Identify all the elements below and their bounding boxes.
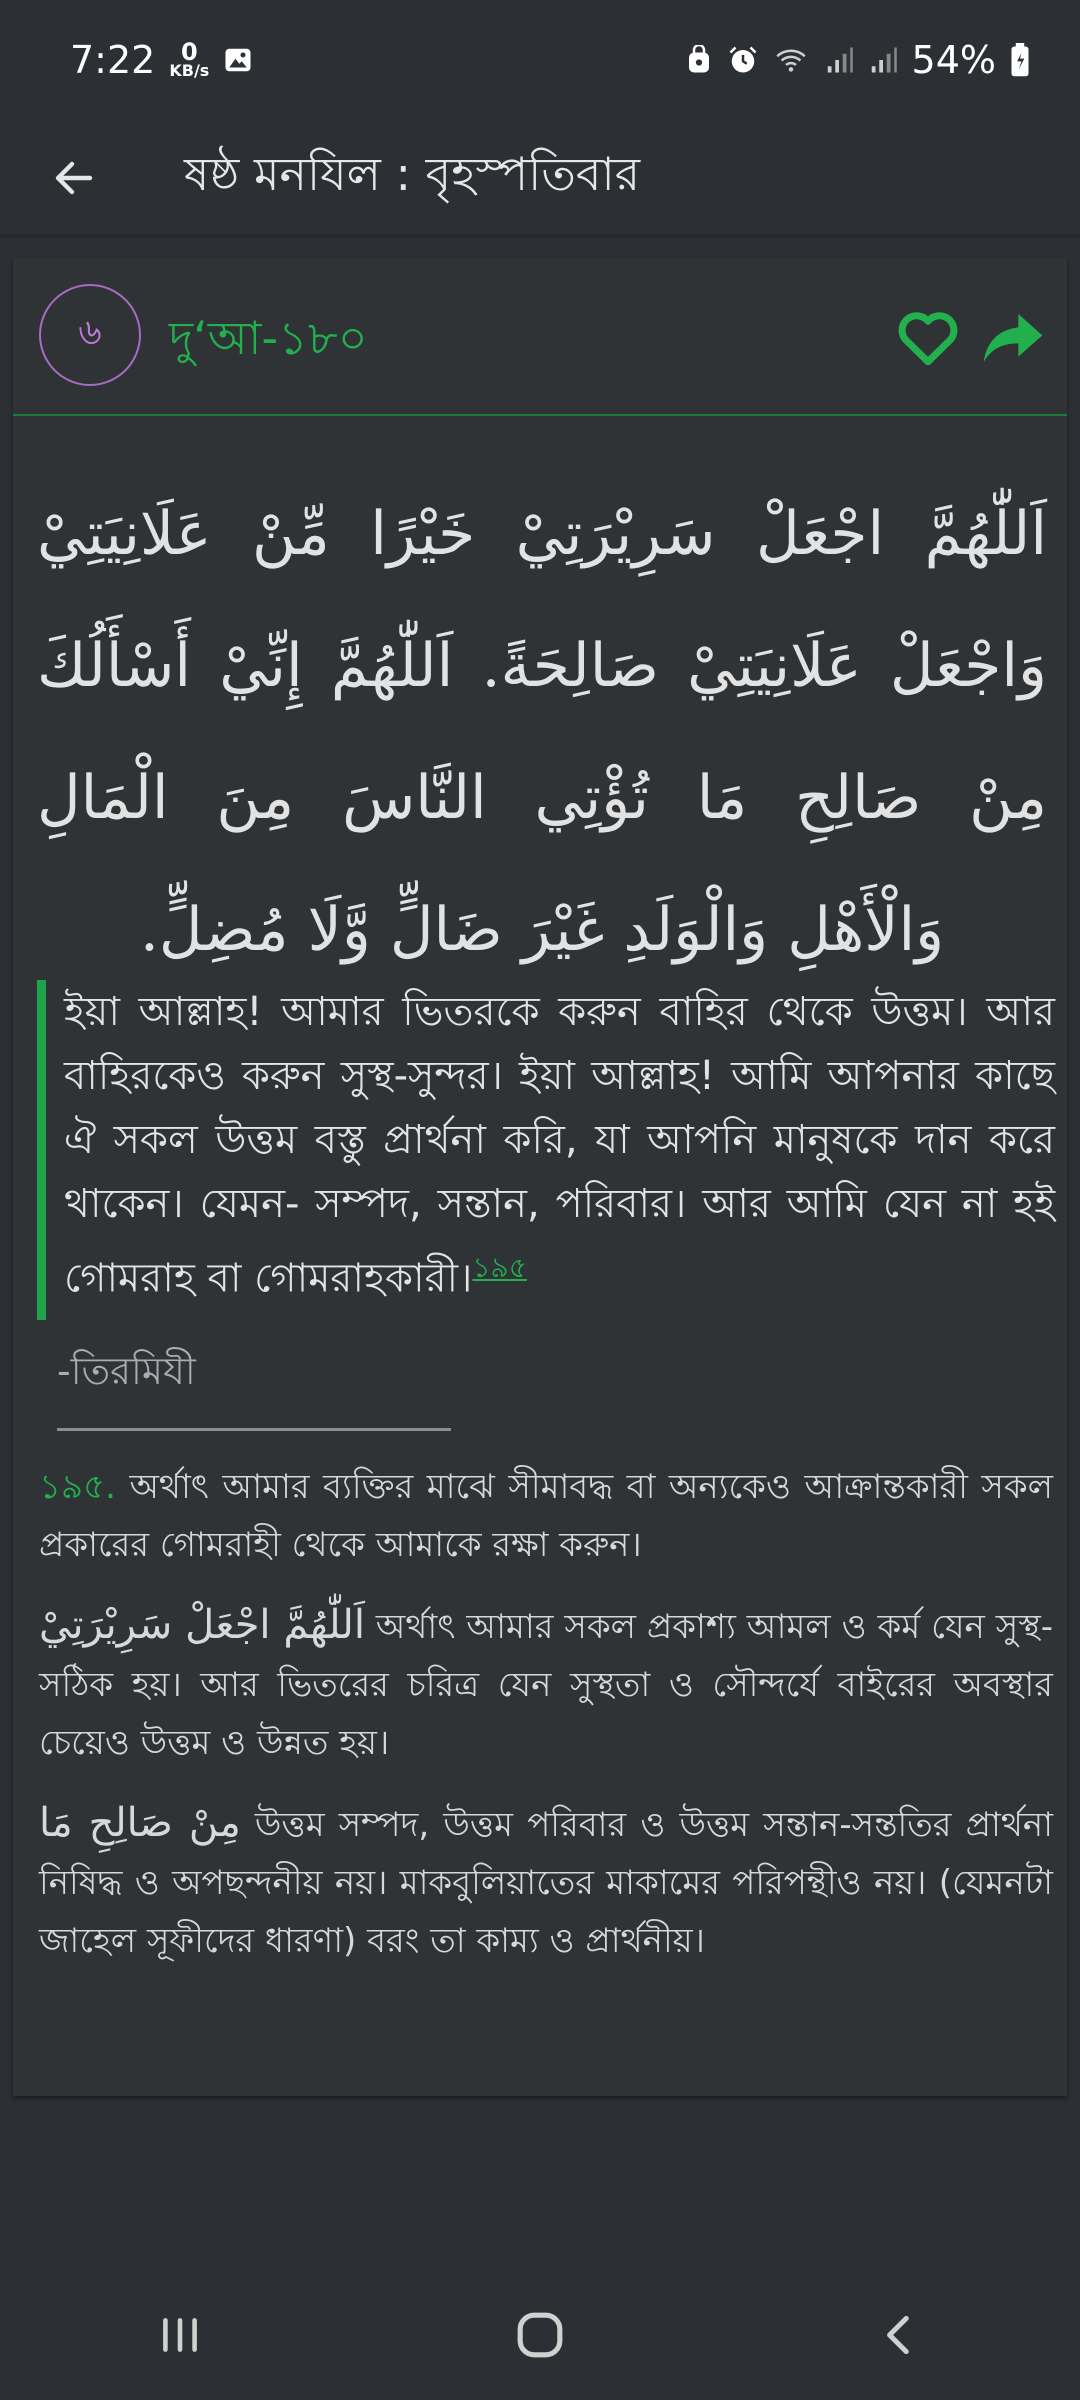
clock: 7:22 — [70, 38, 156, 82]
footnote-text: উত্তম সম্পদ, উত্তম পরিবার ও উত্তম সন্তান-সন্ততির প্রার্থনা নিষিদ্ধ ও অপছন্দনীয় নয়। মাকবুলিয়াতের মাকামের পরিপন্থীও নয়। (যেমনটা জাহেল সূফীদের ধারণা) বরং তা কাম্য ও প্রার্থনীয়। — [39, 1805, 1054, 1961]
recent-apps-button[interactable] — [120, 2295, 240, 2375]
share-button[interactable] — [981, 308, 1045, 368]
app-bar-divider — [0, 234, 1080, 238]
wifi-icon — [772, 45, 810, 75]
manzil-number: ৬ — [78, 312, 102, 353]
status-right — [684, 38, 1030, 82]
network-speed-value: 0 — [180, 38, 198, 66]
back-icon — [875, 2310, 925, 2360]
alarm-icon — [728, 45, 758, 75]
dua-title: দু‘আ-১৮০ — [169, 311, 368, 365]
home-icon — [512, 2307, 568, 2363]
back-button[interactable] — [34, 138, 114, 218]
footnote-arabic-phrase: اَللّٰهُمَّ اجْعَلْ سَرِيْرَتِيْ — [39, 1602, 365, 1648]
battery-percent: 54% — [911, 38, 996, 82]
favorite-button[interactable] — [893, 302, 963, 372]
manzil-number-badge — [39, 284, 141, 386]
footnote-text: অর্থাৎ আমার সকল প্রকাশ্য আমল ও কর্ম যেন সুস্থ-সঠিক হয়। আর ভিতরের চরিত্র যেন সুস্থতা ও সৌন্দর্যে বাইরের অবস্থার চেয়েও উত্তম ও উন্নত হয়। — [39, 1607, 1053, 1763]
footnote-text: অর্থাৎ আমার ব্যক্তির মাঝে সীমাবদ্ধ বা অন্যকেও আক্রান্তকারী সকল প্রকারের গোমরাহী থেকে আমাকে রক্ষা করুন। — [39, 1467, 1053, 1565]
recent-apps-icon — [155, 2310, 205, 2360]
dua-card — [13, 258, 1067, 2096]
footnote-item — [39, 1794, 1053, 1970]
lock-icon — [684, 45, 714, 75]
footnote-divider — [57, 1428, 451, 1431]
network-speed-unit: KB/s — [169, 61, 210, 80]
image-icon — [223, 45, 253, 75]
footnote-item — [39, 1458, 1053, 1574]
status-left — [70, 38, 253, 82]
translation-block — [37, 980, 1055, 1320]
arrow-left-icon — [50, 154, 98, 202]
battery-icon — [1010, 43, 1030, 77]
footnote-arabic-phrase: مِنْ صَالِحِ مَا — [39, 1800, 241, 1846]
translation-text: ইয়া আল্লাহ! আমার ভিতরকে করুন বাহির থেকে উত্তম। আর বাহিরকেও করুন সুস্থ-সুন্দর। ইয়া আল্লাহ! আমি আপনার কাছে ঐ সকল উত্তম বস্তু প্রার্থনা করি, যা আপনি মানুষকে দান করে থাকেন। যেমন- সম্পদ, সন্তান, পরিবার। আর আমি যেন না হই গোমরাহ বা গোমরাহকারী। — [64, 989, 1055, 1302]
footnote-ref-link[interactable]: ১৯৫ — [472, 1251, 527, 1284]
home-button[interactable] — [480, 2295, 600, 2375]
status-bar — [0, 0, 1080, 120]
share-arrow-icon — [981, 308, 1045, 368]
signal-icon — [868, 45, 898, 75]
system-nav-bar — [0, 2270, 1080, 2400]
network-speed — [169, 38, 210, 80]
signal-icon — [824, 45, 854, 75]
arabic-dua-text: اَللّٰهُمَّ اجْعَلْ سَرِيْرَتِيْ خَيْرًا مِّنْ عَلَانِيَتِيْ وَاجْعَلْ عَلَانِيَتِيْ صَالِحَةً. اَللّٰهُمَّ إِنِّيْ أَسْأَلُكَ مِنْ صَالِحِ مَا تُؤْتِي النَّاسَ مِنَ الْمَالِ وَالْأَهْلِ وَالْوَلَدِ غَيْرَ ضَالٍّ وَّلَا مُضِلٍّ. — [37, 499, 1047, 965]
footnote-number: ১৯৫. — [39, 1467, 116, 1507]
footnote-item — [39, 1596, 1053, 1772]
app-bar — [0, 120, 1080, 236]
footnotes-section — [39, 1458, 1053, 1992]
nav-back-button[interactable] — [840, 2295, 960, 2375]
source-reference: -তিরমিযী — [57, 1349, 196, 1393]
dua-card-header — [13, 258, 1067, 416]
heart-outline-icon — [893, 302, 963, 372]
page-title: ষষ্ঠ মনযিল : বৃহস্পতিবার — [184, 147, 641, 201]
